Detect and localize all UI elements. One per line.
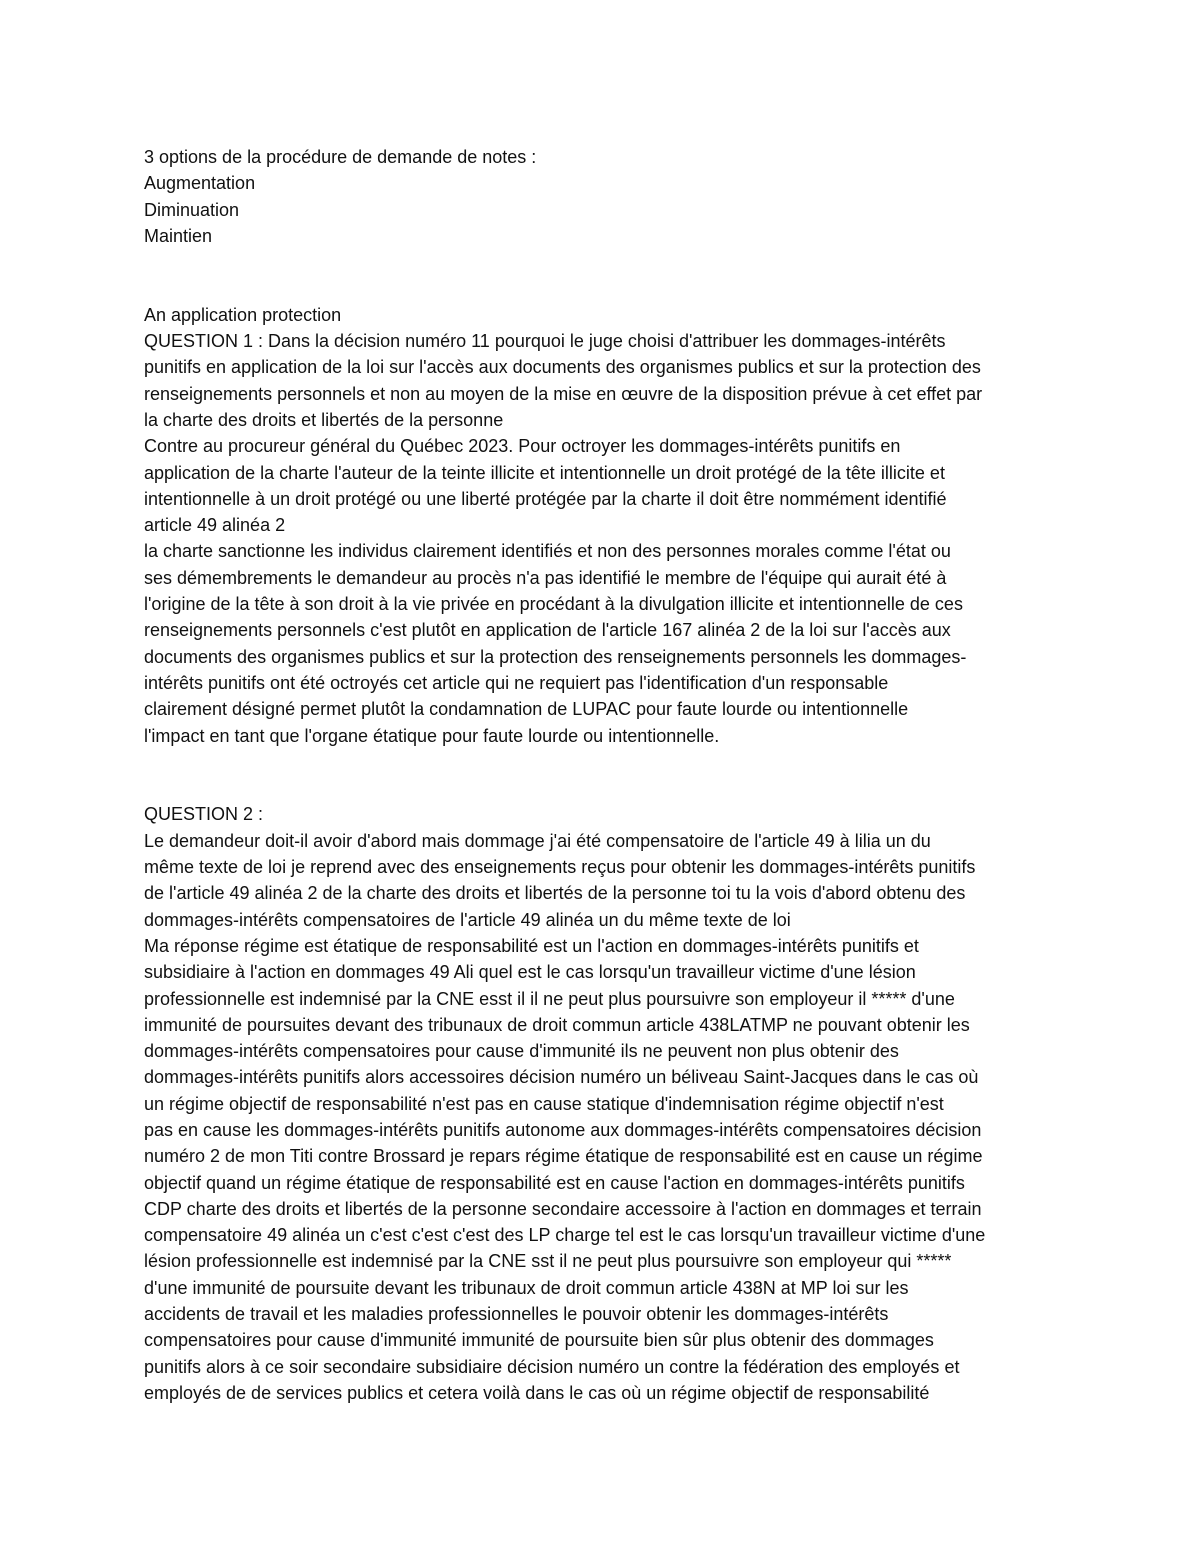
text-line: dommages-intérêts punitifs alors accessoires décision numéro un béliveau Saint-Jacques dans le cas où [144,1067,979,1088]
blank-line [144,275,1060,301]
text-line: un régime objectif de responsabilité n'est pas en cause statique d'indemnisation régime objectif n'est [144,1093,944,1114]
blank-line [144,775,1060,801]
option-item: Augmentation [144,173,256,194]
text-line: punitifs en application de la loi sur l'accès aux documents des organismes publics et sur la protection des [144,357,981,378]
text-line: compensatoire 49 alinéa un c'est c'est c'est des LP charge tel est le cas lorsqu'un travailleur victime d'une [144,1225,986,1246]
text-line: employés de de services publics et cetera voilà dans le cas où un régime objectif de responsabilité [144,1382,930,1403]
answer-1-paragraph-1 [144,433,1060,538]
text-line: la charte sanctionne les individus clairement identifiés et non des personnes morales comme l'état ou [144,541,951,562]
question-1 [144,328,1060,433]
text-line: numéro 2 de mon Titi contre Brossard je repars régime étatique de responsabilité est en cause un régime [144,1146,983,1167]
text-line: renseignements personnels c'est plutôt en application de l'article 167 alinéa 2 de la loi sur l'accès aux [144,620,951,641]
text-line: ses démembrements le demandeur au procès n'a pas identifié le membre de l'équipe qui aurait été à [144,567,947,588]
text-line: punitifs alors à ce soir secondaire subsidiaire décision numéro un contre la fédération des employés et [144,1356,960,1377]
text-line: lésion professionnelle est indemnisé par la CNE sst il ne peut plus poursuivre son employeur qui ***** [144,1251,952,1272]
text-line: intérêts punitifs ont été octroyés cet article qui ne requiert pas l'identification d'un responsable [144,672,889,693]
text-line: professionnelle est indemnisé par la CNE esst il il ne peut plus poursuivre son employeur il ***** d'une [144,988,955,1009]
text-line: la charte des droits et libertés de la personne [144,409,504,430]
document-body [144,144,1060,1406]
blank-line [144,749,1060,775]
question-2-label: QUESTION 2 : [144,804,264,825]
text-line: accidents de travail et les maladies professionnelles le pouvoir obtenir les dommages-intérêts [144,1304,889,1325]
text-line: compensatoires pour cause d'immunité immunité de poursuite bien sûr plus obtenir des dommages [144,1330,934,1351]
text-line: QUESTION 1 : Dans la décision numéro 11 pourquoi le juge choisi d'attribuer les dommages-intérêts [144,331,946,352]
text-line: subsidiaire à l'action en dommages 49 Ali quel est le cas lorsqu'un travailleur victime d'une lésion [144,962,916,983]
text-line: Ma réponse régime est étatique de responsabilité est un l'action en dommages-intérêts punitifs et [144,935,919,956]
text-line: immunité de poursuites devant des tribunaux de droit commun article 438LATMP ne pouvant obtenir les [144,1014,970,1035]
text-line: Le demandeur doit-il avoir d'abord mais dommage j'ai été compensatoire de l'article 49 à lilia un du [144,830,931,851]
text-line: d'une immunité de poursuite devant les tribunaux de droit commun article 438N at MP loi sur les [144,1277,909,1298]
text-line: dommages-intérêts compensatoires de l'article 49 alinéa un du même texte de loi [144,909,791,930]
text-line: intentionnelle à un droit protégé ou une liberté protégée par la charte il doit être nommément identifié [144,488,947,509]
text-line: article 49 alinéa 2 [144,515,286,536]
answer-2 [144,933,1060,1406]
text-line: l'origine de la tête à son droit à la vie privée en procédant à la divulgation illicite et intentionnelle de ces [144,594,963,615]
question-2 [144,828,1060,933]
text-line: dommages-intérêts compensatoires pour cause d'immunité ils ne peuvent non plus obtenir des [144,1041,899,1062]
answer-1-paragraph-2 [144,538,1060,748]
text-line: objectif quand un régime étatique de responsabilité est en cause l'action en dommages-intérêts punitifs [144,1172,965,1193]
section-subheading: An application protection [144,304,342,325]
text-line: de l'article 49 alinéa 2 de la charte des droits et libertés de la personne toi tu la vois d'abord obtenu des [144,883,966,904]
text-line: pas en cause les dommages-intérêts punitifs autonome aux dommages-intérêts compensatoires décision [144,1119,982,1140]
option-item: Maintien [144,225,213,246]
text-line: clairement désigné permet plutôt la condamnation de LUPAC pour faute lourde ou intentionnelle [144,699,909,720]
text-line: documents des organismes publics et sur la protection des renseignements personnels les dommages- [144,646,967,667]
text-line: l'impact en tant que l'organe étatique pour faute lourde ou intentionnelle. [144,725,720,746]
text-line: même texte de loi je reprend avec des enseignements reçus pour obtenir les dommages-intérêts punitifs [144,857,976,878]
text-line: Contre au procureur général du Québec 2023. Pour octroyer les dommages-intérêts punitifs en [144,436,901,457]
text-line: application de la charte l'auteur de la teinte illicite et intentionnelle un droit protégé de la tête illicite et [144,462,945,483]
option-item: Diminuation [144,199,240,220]
text-line: renseignements personnels et non au moyen de la mise en œuvre de la disposition prévue à cet effet par [144,383,983,404]
options-heading: 3 options de la procédure de demande de notes : [144,147,537,167]
text-line: CDP charte des droits et libertés de la personne secondaire accessoire à l'action en dommages et terrain [144,1198,982,1219]
blank-line [144,249,1060,275]
